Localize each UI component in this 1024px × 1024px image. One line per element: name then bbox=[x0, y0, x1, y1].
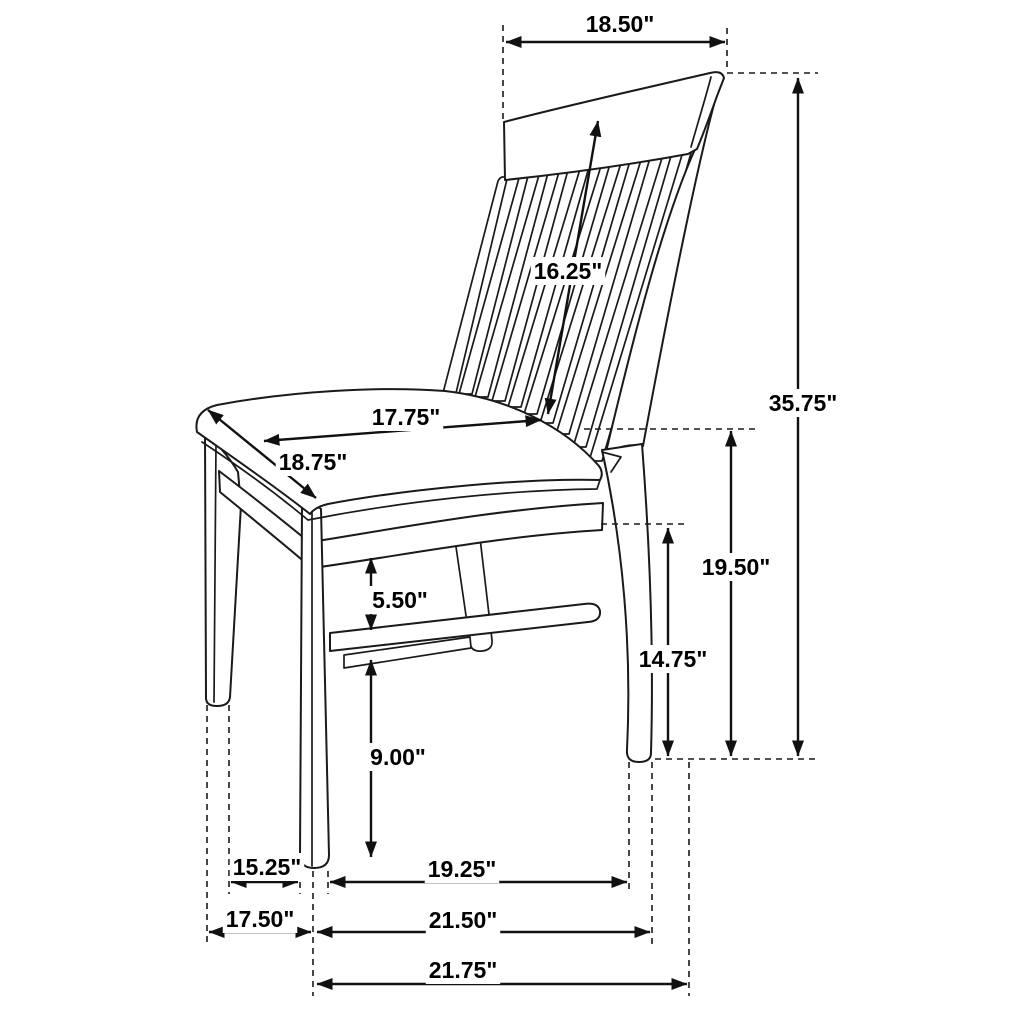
dimension-label-seat-width: 18.75" bbox=[278, 449, 348, 475]
dimension-label-leg-span-depth: 21.50" bbox=[428, 907, 498, 933]
dimension-label-overall-height: 35.75" bbox=[768, 390, 838, 416]
dimension-label-seat-depth: 17.75" bbox=[371, 404, 441, 430]
dimension-label-front-depth: 17.50" bbox=[225, 906, 295, 932]
dimension-label-front-foot-spacing: 15.25" bbox=[232, 854, 302, 880]
dimension-label-headrest-width: 18.50" bbox=[585, 11, 655, 37]
chair-drawing bbox=[196, 72, 724, 868]
dimension-label-rear-leg-height: 14.75" bbox=[638, 646, 708, 672]
rear-leg bbox=[602, 444, 652, 762]
dimension-label-foot-to-rear-foot: 19.25" bbox=[427, 856, 497, 882]
dimension-label-overall-depth: 21.75" bbox=[428, 957, 498, 983]
dimension-label-stretcher-to-floor: 9.00" bbox=[370, 744, 426, 770]
dimension-label-seat-height: 19.50" bbox=[701, 554, 771, 580]
dimension-label-backrest-length: 16.25" bbox=[533, 258, 603, 284]
dimension-label-apron-stretcher-gap: 5.50" bbox=[372, 587, 428, 613]
